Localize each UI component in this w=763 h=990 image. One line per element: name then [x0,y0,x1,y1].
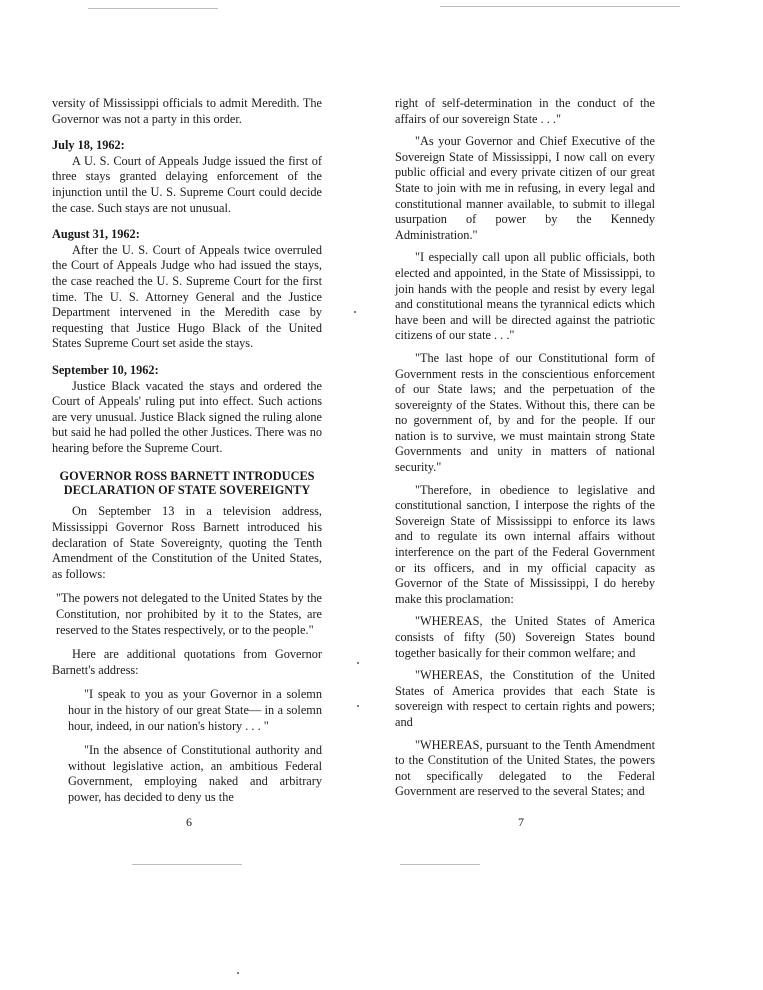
paragraph-supreme-court-intervention: After the U. S. Court of Appeals twice overruled the Court of Appeals Judge who had issued the stays, the case reached the U. S. Supreme Court for the first time. The U. S. Attorney General and the Justice Department intervened in the Meredith case by requesting that Justice Hugo Black of the United States Supreme Court set aside the stays. [52,242,322,351]
quote-last-hope: "The last hope of our Constitutional form of Government rests in the conscientious enforcement of our State laws; and the perpetuation of the sovereignty of the States. Without this, there can be no government of, by and for the people. If our nation is to survive, we must maintain strong State Governments and unity in matters of national security." [395,350,655,475]
paragraph-justice-black: Justice Black vacated the stays and ordered the Court of Appeals' ruling put into effect. Such actions are very unusual. Justice Black signed the ruling alone but said he had polled the other Justices. There was no hearing before the Supreme Court. [52,378,322,455]
date-heading-september-10: September 10, 1962: [52,362,159,377]
scan-speck [357,705,359,707]
whereas-fifty-states: "WHEREAS, the United States of America consists of fifty (50) Sovereign States bound together basically for their common welfare; and [395,614,655,660]
paragraph-continuation: versity of Mississippi officials to admit Meredith. The Governor was not a party in this order. [52,96,322,126]
scan-speck [354,311,356,313]
paragraph-additional-quotations: Here are additional quotations from Governor Barnett's address: [52,647,322,677]
date-heading-august-31: August 31, 1962: [52,227,140,242]
section-heading: GOVERNOR ROSS BARNETT INTRODUCES DECLARATION OF STATE SOVEREIGNTY [59,469,315,498]
quote-public-officials: "I especially call upon all public officials, both elected and appointed, in the State of Mississippi, to join hands with the people and resist by every legal and constitutional means the tyrannical edicts which have been and will be directed against the patriotic citizens of our state . . ." [395,250,655,343]
page-number-right: 7 [518,815,524,829]
quote-self-determination: right of self-determination in the conduct of the affairs of our sovereign State . . ." [395,96,655,126]
scan-speck [357,662,359,664]
quote-solemn-hour: "I speak to you as your Governor in a solemn hour in the history of our great State— in a solemn hour, indeed, in our nation's history . . . " [68,687,322,733]
scan-edge-line-top-right [440,6,680,7]
right-column [395,96,655,800]
whereas-tenth-amendment: "WHEREAS, pursuant to the Tenth Amendment to the Constitution of the United States, the powers not specifically delegated to the Federal Government are reserved to the several States; and [395,737,655,799]
paragraph-court-of-appeals-stays: A U. S. Court of Appeals Judge issued the first of three stays granted delaying enforcement of the injunction until the U. S. Supreme Court could decide the case. Such stays are not unusual. [52,153,322,215]
left-column [52,96,322,806]
quote-therefore-interpose: "Therefore, in obedience to legislative and constitutional sanction, I interpose the rights of the Sovereign State of Mississippi to enforce its laws and to regulate its own internal affairs without interference on the part of the Federal Government or its officers, and in my official capacity as Governor of the State of Mississippi, I do hereby make this proclamation: [395,482,655,606]
scan-speck [237,972,239,974]
scan-edge-line-bottom-right [400,864,480,865]
date-heading-july-18: July 18, 1962: [52,138,125,153]
page-number-left: 6 [186,815,192,829]
paragraph-television-address: On September 13 in a television address, Mississippi Governor Ross Barnett introduced his declaration of State Sovereignty, quoting the Tenth Amendment of the Constitution of the United States, as follows: [52,504,322,581]
scan-edge-line-bottom-left [132,864,242,865]
quote-tenth-amendment: "The powers not delegated to the United States by the Constitution, nor prohibited by it to the States, are reserved to the States respectively, or to the people." [56,591,322,637]
whereas-constitution-sovereign: "WHEREAS, the Constitution of the United States of America provides that each State is sovereign with respect to certain rights and powers; and [395,668,655,729]
quote-absence-of-authority: "In the absence of Constitutional authority and without legislative action, an ambitious Federal Government, employing naked and arbitrary power, has decided to deny us the [68,743,322,804]
quote-call-on-officials: "As your Governor and Chief Executive of the Sovereign State of Mississippi, I now call on every public official and every private citizen of our great State to join with me in refusing, in every legal and constitutional manner available, to submit to illegal usurpation of power by the Kennedy Administration." [395,134,655,242]
scan-edge-line-top-left [88,8,218,9]
